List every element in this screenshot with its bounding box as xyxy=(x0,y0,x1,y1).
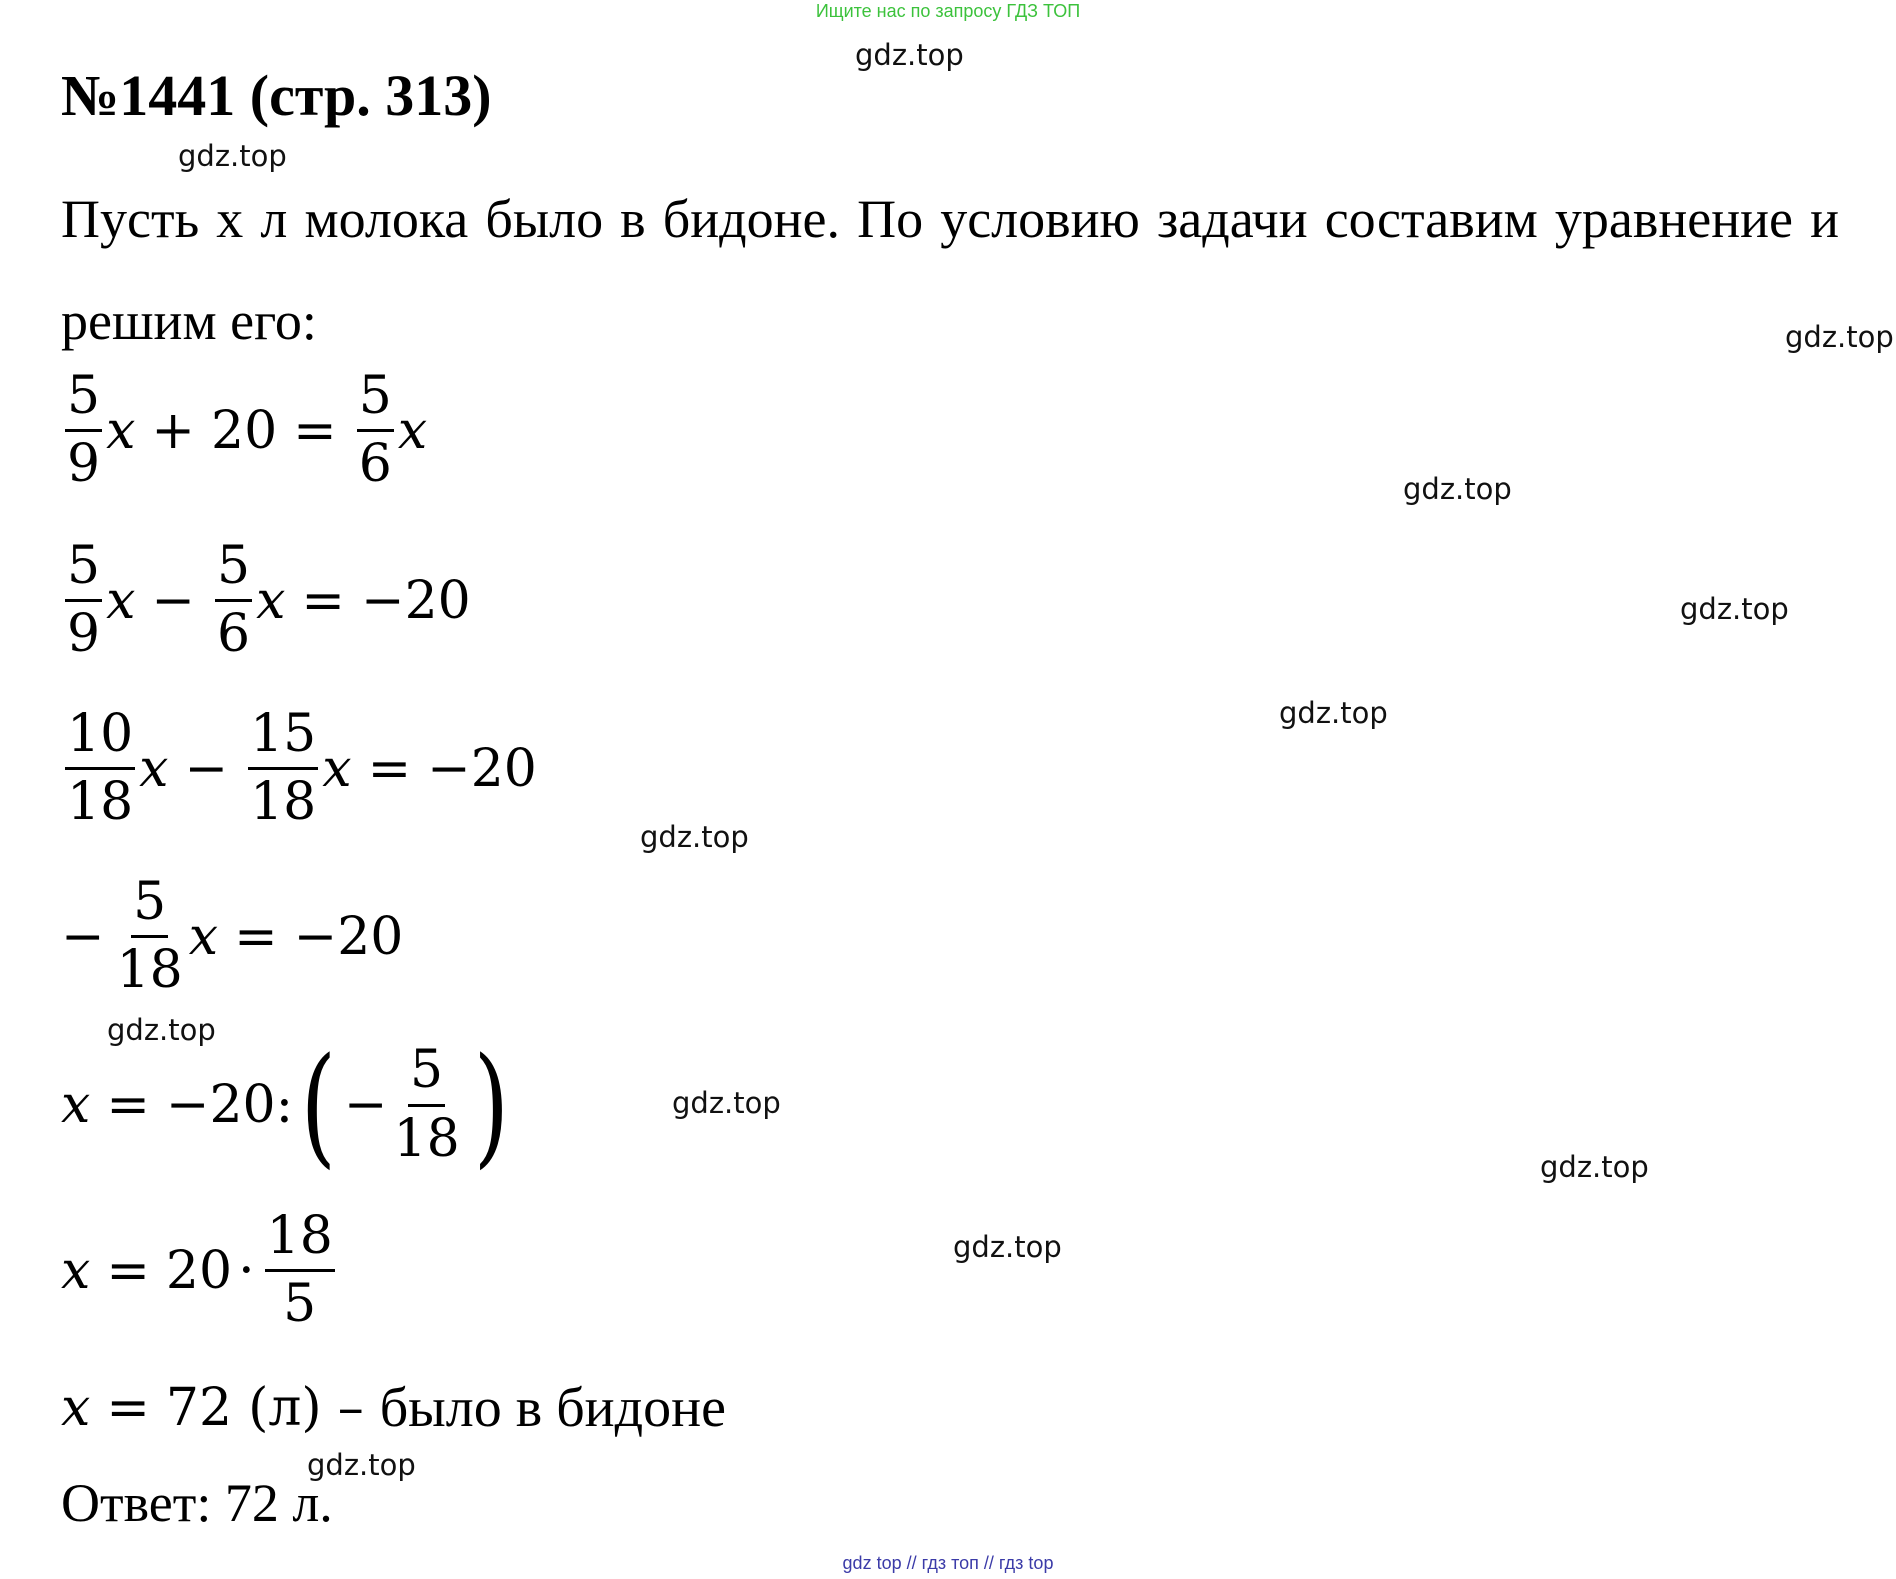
fraction: $\frac{18}{5}$ xyxy=(266,1206,333,1335)
equation-line-2: $\frac{5}{9}$ x − $\frac{5}{6}$ x = −20 xyxy=(67,536,471,665)
watermark: gdz.top xyxy=(107,1013,216,1047)
equation-line-4: − $\frac{5}{18}$ x = −20 xyxy=(61,872,404,1001)
watermark: gdz.top xyxy=(855,38,964,72)
watermark: gdz.top xyxy=(178,139,287,173)
fraction: $\frac{10}{18}$ xyxy=(67,704,134,833)
fraction: $\frac{5}{9}$ xyxy=(67,366,101,495)
watermark: gdz.top xyxy=(1540,1150,1649,1184)
equation-line-5: x = −20 : ( − $\frac{5}{18}$ ) xyxy=(61,1029,509,1181)
watermark: gdz.top xyxy=(1403,472,1512,506)
top-banner: Ищите нас по запросу ГДЗ ТОП xyxy=(815,1,1081,21)
footer-links: gdz top // гдз топ // гдз top xyxy=(842,1553,1054,1573)
fraction: $\frac{15}{18}$ xyxy=(250,704,317,833)
watermark: gdz.top xyxy=(307,1448,416,1482)
fraction: $\frac{5}{6}$ xyxy=(217,536,251,665)
fraction: $\frac{5}{9}$ xyxy=(67,536,101,665)
fraction: $\frac{5}{18}$ xyxy=(116,872,183,1001)
fraction: $\frac{5}{18}$ xyxy=(393,1040,460,1169)
watermark: gdz.top xyxy=(1279,696,1388,730)
equation-line-1: $\frac{5}{9}$ x + 20 = $\frac{5}{6}$ x xyxy=(67,366,428,495)
equation-line-6: x = 20 · $\frac{18}{5}$ xyxy=(61,1206,333,1335)
watermark: gdz.top xyxy=(1785,320,1894,354)
fraction: $\frac{5}{6}$ xyxy=(358,366,392,495)
watermark: gdz.top xyxy=(1680,592,1789,626)
watermark: gdz.top xyxy=(640,820,749,854)
equation-line-3: $\frac{10}{18}$ x − $\frac{15}{18}$ x = −20 xyxy=(67,704,537,833)
page-title: №1441 (стр. 313) xyxy=(61,63,492,128)
answer: Ответ: 72 л. xyxy=(61,1473,333,1533)
equation-line-7: x = 72 (л) – было в бидоне xyxy=(61,1377,726,1439)
problem-intro: Пусть х л молока было в бидоне. По условию задачи составим уравнение и решим его: xyxy=(61,189,1839,351)
watermark: gdz.top xyxy=(672,1086,781,1120)
watermark: gdz.top xyxy=(953,1230,1062,1264)
